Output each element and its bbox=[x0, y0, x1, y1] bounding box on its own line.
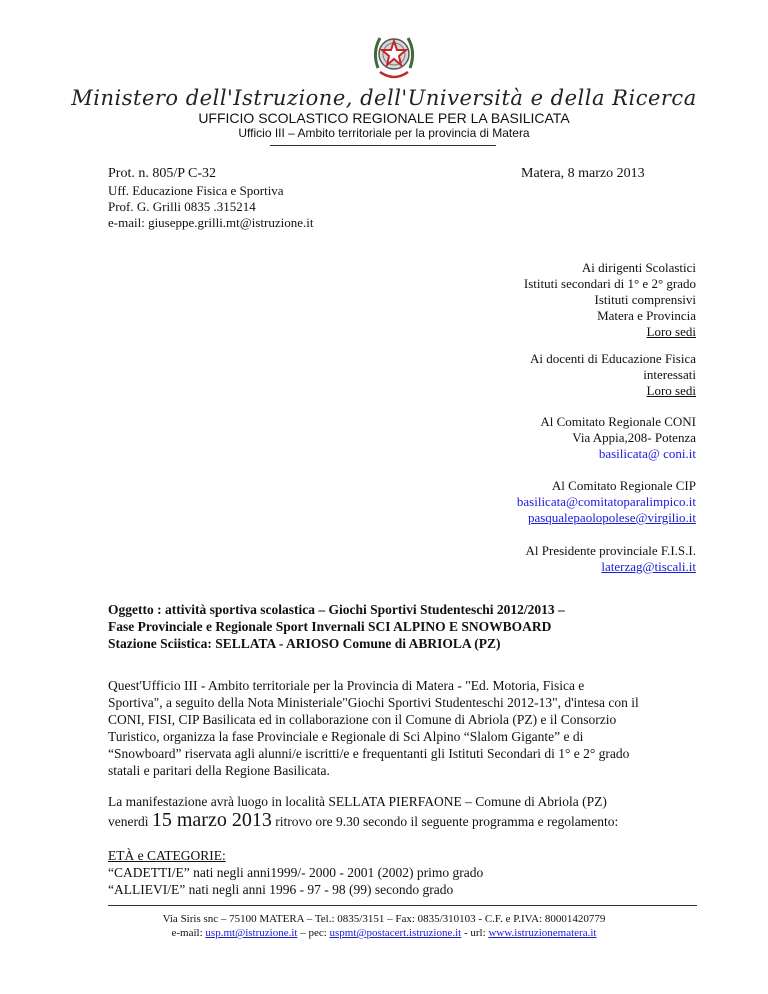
email-link[interactable]: pasqualepaolopolese@virgilio.it bbox=[527, 510, 696, 525]
recipient-line: Al Comitato Regionale CONI bbox=[540, 414, 696, 429]
paragraph-line: CONI, FISI, CIP Basilicata ed in collaborazione con il Comune di Abriola (PZ) e il Consorzio bbox=[108, 712, 617, 727]
footer-email-label: e-mail: bbox=[171, 927, 206, 939]
recipient-block bbox=[526, 543, 696, 575]
recipient-line: Ai docenti di Educazione Fisica bbox=[529, 351, 696, 366]
footer-email-link[interactable]: usp.mt@istruzione.it bbox=[205, 927, 298, 939]
body-paragraph bbox=[108, 793, 618, 830]
recipient-block bbox=[517, 478, 696, 526]
body-paragraph bbox=[108, 677, 639, 779]
paragraph-line: statali e paritari della Regione Basilicata. bbox=[108, 763, 330, 778]
subject-line: Stazione Sciistica: SELLATA - ARIOSO Comune di ABRIOLA (PZ) bbox=[108, 636, 501, 651]
category-line: “ALLIEVI/E” nati negli anni 1996 - 97 - 98 (99) secondo grado bbox=[108, 882, 454, 897]
recipient-line: Loro sedi bbox=[646, 383, 696, 398]
protocol-number: Prot. n. 805/P C-32 bbox=[108, 166, 216, 181]
ministry-title: Ministero dell'Istruzione, dell'Università e della Ricerca bbox=[71, 86, 697, 110]
paragraph-line: La manifestazione avrà luogo in località SELLATA PIERFAONE – Comune di Abriola (PZ) bbox=[108, 794, 607, 809]
paragraph-line: Turistico, organizza la fase Provinciale e Regionale di Sci Alpino “Slalom Gigante” e di bbox=[108, 729, 584, 744]
recipient-line: Via Appia,208- Potenza bbox=[572, 430, 696, 445]
recipient-line: Ai dirigenti Scolastici bbox=[581, 260, 696, 275]
footer-pec-label: – pec: bbox=[297, 927, 330, 939]
footer-url-label: - url: bbox=[461, 927, 489, 939]
category-line: “CADETTI/E” nati negli anni1999/- 2000 - 2001 (2002) primo grado bbox=[108, 865, 484, 880]
weekday-text: venerdì bbox=[108, 814, 152, 829]
recipient-line: Loro sedi bbox=[646, 324, 696, 339]
office-subtitle: Ufficio III – Ambito territoriale per la provincia di Matera bbox=[238, 126, 530, 140]
recipient-block bbox=[540, 414, 696, 462]
italian-republic-emblem-icon bbox=[370, 30, 418, 86]
office-title: UFFICIO SCOLASTICO REGIONALE PER LA BASILICATA bbox=[198, 110, 570, 126]
footer-contacts bbox=[0, 926, 768, 940]
footer-pec-link[interactable]: uspmt@postacert.istruzione.it bbox=[329, 927, 462, 939]
recipient-line: Matera e Provincia bbox=[597, 308, 696, 323]
footer-divider bbox=[108, 905, 697, 906]
sender-line: e-mail: giuseppe.grilli.mt@istruzione.it bbox=[108, 215, 314, 230]
recipient-line: Al Comitato Regionale CIP bbox=[551, 478, 696, 493]
email-link[interactable]: laterzag@tiscali.it bbox=[601, 559, 696, 574]
paragraph-line: Sportiva", a seguito della Nota Ministeriale"Giochi Sportivi Studenteschi 2012-13", d'intesa con il bbox=[108, 695, 639, 710]
paragraph-line bbox=[108, 809, 619, 831]
paragraph-line: Quest'Ufficio III - Ambito territoriale per la Provincia di Matera - "Ed. Motoria, Fisica e bbox=[108, 678, 585, 693]
recipient-line: Al Presidente provinciale F.I.S.I. bbox=[525, 543, 696, 558]
recipient-line: Istituti comprensivi bbox=[594, 292, 696, 307]
recipient-block bbox=[524, 260, 696, 340]
subject-block bbox=[108, 601, 565, 652]
recipient-line: interessati bbox=[643, 367, 696, 382]
subject-line: Oggetto : attività sportiva scolastica – Giochi Sportivi Studenteschi 2012/2013 – bbox=[108, 602, 565, 617]
footer-address: Via Siris snc – 75100 MATERA – Tel.: 0835/3151 – Fax: 0835/310103 - C.F. e P.IVA: 80001420779 bbox=[162, 913, 606, 925]
recipient-line: Istituti secondari di 1° e 2° grado bbox=[523, 276, 696, 291]
sender-line: Prof. G. Grilli 0835 .315214 bbox=[108, 199, 256, 214]
paragraph-line: “Snowboard” riservata agli alunni/e iscritti/e e frequentanti gli Istituti Secondari di 1° e 2° grado bbox=[108, 746, 630, 761]
document-date: Matera, 8 marzo 2013 bbox=[521, 166, 645, 181]
header-divider bbox=[270, 145, 496, 146]
email-link[interactable]: basilicata@ coni.it bbox=[598, 446, 696, 461]
subject-line: Fase Provinciale e Regionale Sport Invernali SCI ALPINO E SNOWBOARD bbox=[108, 619, 552, 634]
categories-heading: ETÀ e CATEGORIE: bbox=[108, 848, 226, 863]
footer-url-link[interactable]: www.istruzionematera.it bbox=[488, 927, 597, 939]
categories-block bbox=[108, 847, 483, 898]
recipient-block bbox=[530, 351, 696, 399]
sender-line: Uff. Educazione Fisica e Sportiva bbox=[108, 183, 284, 198]
meeting-text: ritrovo ore 9.30 secondo il seguente programma e regolamento: bbox=[271, 814, 619, 829]
event-date: 15 marzo 2013 bbox=[151, 809, 272, 831]
email-link[interactable]: basilicata@comitatoparalimpico.it bbox=[516, 494, 696, 509]
sender-block bbox=[108, 183, 314, 231]
